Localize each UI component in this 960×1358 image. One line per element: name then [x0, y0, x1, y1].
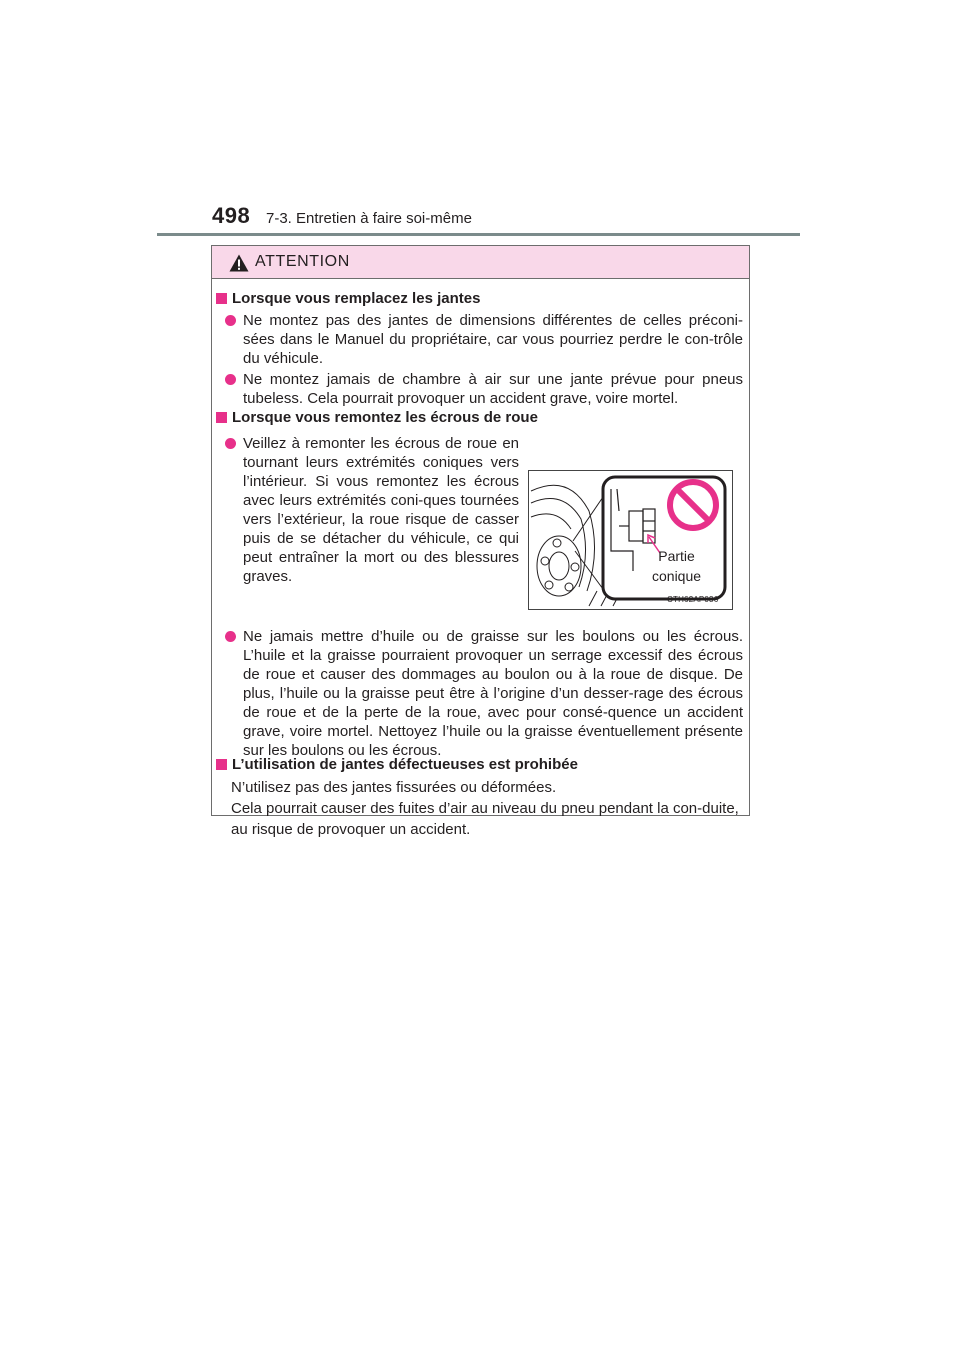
round-bullet-icon	[225, 374, 236, 385]
square-bullet-icon	[216, 759, 227, 770]
section-heading-wheel-nuts	[216, 409, 538, 426]
bullet-item	[225, 434, 519, 586]
section-heading-text: Lorsque vous remontez les écrous de roue	[232, 409, 538, 426]
bullet-text: Ne jamais mettre d’huile ou de graisse sur les boulons ou les écrous. L’huile et la graisse pourraient provoquer un serrage excessif des écrous de roue et causer des dommages au boulon ou à la roue de disque. De plus, l’huile ou la graisse peut être à l’origine d’un desser-rage des écrous de roue et de la perte de la roue, avec pour consé-quence un accident grave, voire mortel. Nettoyez l’huile ou la graisse éventuellement présente sur les boulons ou les écrous.	[243, 628, 743, 759]
section-heading-replace-rims	[216, 290, 480, 307]
bullet-item	[225, 370, 743, 408]
figure-label-line2: conique	[652, 568, 702, 584]
bullet-item	[225, 311, 743, 368]
figure-label	[652, 546, 701, 586]
header-divider	[157, 233, 800, 236]
paragraph-line: Cela pourrait causer des fuites d’air au niveau du pneu pendant la con-duite, au risque de provoquer un accident.	[231, 800, 739, 838]
round-bullet-icon	[225, 631, 236, 642]
figure-code: CTH62AP036	[667, 595, 719, 604]
bullet-item	[225, 627, 743, 760]
round-bullet-icon	[225, 438, 236, 449]
wheel-nut-figure	[528, 470, 733, 610]
figure-label-line1: Partie	[658, 548, 695, 564]
warning-triangle-icon	[229, 254, 249, 272]
attention-title: ATTENTION	[255, 253, 350, 270]
section-heading-defective-rims	[216, 756, 578, 773]
section-title: 7-3. Entretien à faire soi-même	[266, 210, 472, 227]
square-bullet-icon	[216, 412, 227, 423]
bullet-text: Veillez à remonter les écrous de roue en tournant leurs extrémités coniques vers l’intérieur. Si vous remontez les écrous avec leurs extrémités coni-ques tournées vers l’extérieur, la roue risque de casser puis de se détacher du véhicule, ce qui peut entraîner la mort ou des blessures graves.	[243, 435, 519, 585]
bullet-text: Ne montez pas des jantes de dimensions différentes de celles préconi-sées dans le Manuel du propriétaire, car vous pourriez perdre le con-trôle du véhicule.	[243, 312, 743, 367]
section-heading-text: Lorsque vous remplacez les jantes	[232, 290, 481, 307]
paragraph-line: N’utilisez pas des jantes fissurées ou déformées.	[231, 779, 557, 796]
page-number: 498	[212, 203, 251, 228]
bullet-text: Ne montez jamais de chambre à air sur une jante prévue pour pneus tubeless. Cela pourrait provoquer un accident grave, voire mortel.	[243, 371, 743, 407]
page-header	[212, 203, 802, 231]
square-bullet-icon	[216, 293, 227, 304]
section-heading-text: L’utilisation de jantes défectueuses est prohibée	[232, 756, 578, 773]
attention-header	[212, 246, 749, 279]
round-bullet-icon	[225, 315, 236, 326]
attention-box	[211, 245, 750, 838]
wheel-illustration	[529, 471, 733, 610]
